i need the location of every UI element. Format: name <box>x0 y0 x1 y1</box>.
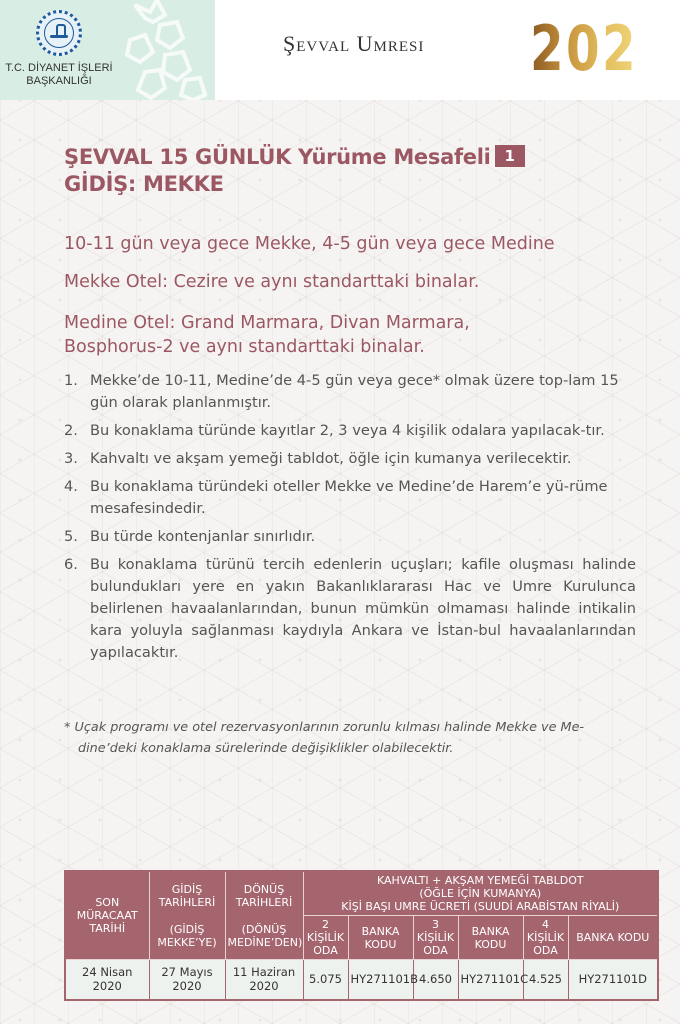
note-text: Bu konaklama türünde kayıtlar 2, 3 veya 4 kişilik odalara yapılacak-tır. <box>90 422 605 439</box>
note-number: 1. <box>64 372 78 389</box>
notes-list <box>64 370 636 670</box>
mekke-hotel-text: Mekke Otel: Cezire ve aynı standarttaki binalar. <box>64 272 480 292</box>
group-header-line1: KAHVALTI + AKŞAM YEMEĞİ TABLDOT <box>376 874 584 887</box>
col-header-gidis-sub: (GİDİŞ MEKKE’YE) <box>157 922 217 949</box>
note-text: Kahvaltı ve akşam yemeği tabldot, öğle için kumanya verilecektir. <box>90 450 572 467</box>
package-title-line1: ŞEVVAL 15 GÜNLÜK Yürüme Mesafeli <box>64 145 491 169</box>
col-header-son-muracaat: SON MÜRACAAT TARİHİ <box>65 871 149 960</box>
note-number: 5. <box>64 528 78 545</box>
package-title-line2: GİDİŞ: MEKKE <box>64 172 224 196</box>
col-header-donus-sub: (DÖNÜŞ MEDİNE’DEN) <box>227 922 303 949</box>
note-item <box>64 448 636 470</box>
note-item <box>64 476 636 520</box>
col-header-3-kisilik: 3 KİŞİLİK ODA <box>413 916 458 960</box>
package-title <box>64 144 624 198</box>
price-table <box>64 870 659 1001</box>
note-number: 6. <box>64 556 78 573</box>
table-row <box>65 960 658 1000</box>
org-name-line1: T.C. DİYANET İŞLERİ <box>5 62 113 74</box>
cell-donus: 11 Haziran 2020 <box>225 960 303 1000</box>
note-number: 3. <box>64 450 78 467</box>
footnote <box>64 717 640 759</box>
footnote-line1: * Uçak programı ve otel rezervasyonlarının zorunlu kılması halinde Mekke ve Me- <box>64 720 585 735</box>
medine-hotel-line2: Bosphorus-2 ve aynı standarttaki binalar. <box>64 337 425 357</box>
col-header-2-kisilik: 2 KİŞİLİK ODA <box>303 916 348 960</box>
col-header-banka-kodu: BANKA KODU <box>458 916 523 960</box>
col-header-donus-title: DÖNÜŞ TARİHLERİ <box>235 882 293 909</box>
note-item <box>64 526 636 548</box>
group-header-line3: KİŞİ BAŞI UMRE ÜCRETİ (SUUDİ ARABİSTAN RİYALİ) <box>341 900 620 913</box>
note-number: 4. <box>64 478 78 495</box>
medine-hotel-line1: Medine Otel: Grand Marmara, Divan Marmara, <box>64 313 470 333</box>
footnote-line2: dine’deki konaklama sürelerinde değişiklikler olabilecektir. <box>78 741 454 756</box>
cell-gidis: 27 Mayıs 2020 <box>149 960 225 1000</box>
year-label: 2020 <box>530 12 674 85</box>
duration-text: 10-11 gün veya gece Mekke, 4-5 gün veya gece Medine <box>64 234 555 254</box>
col-header-gidis <box>149 871 225 960</box>
col-header-donus <box>225 871 303 960</box>
note-text: Mekke’de 10-11, Medine’de 4-5 gün veya gece* olmak üzere top-lam 15 gün olarak planlanmıştır. <box>90 372 619 411</box>
cell-code-3: HY271101C <box>458 960 523 1000</box>
cell-price-2: 5.075 <box>303 960 348 1000</box>
note-item <box>64 420 636 442</box>
note-text: Bu konaklama türünü tercih edenlerin uçuşları; kafile oluşması halinde bulundukları yere en yakın Bakanlıklararası Hac ve Umre Kurulunca belirlenen havaalanlarından, bunun mümkün olmaması halinde intikalin kara yoluyla sağlanması kaydıyla Ankara ve İstan-bul havaalanlarından yapılacaktır. <box>90 556 636 661</box>
note-text: Bu türde kontenjanlar sınırlıdır. <box>90 528 316 545</box>
header <box>0 0 680 100</box>
org-name-line2: BAŞKANLIĞI <box>26 75 92 87</box>
cell-code-2: HY271101B <box>348 960 413 1000</box>
cell-price-4: 4.525 <box>523 960 568 1000</box>
diyanet-logo-icon <box>36 10 82 56</box>
col-group-header-price <box>303 871 658 916</box>
cell-son-muracaat: 24 Nisan 2020 <box>65 960 149 1000</box>
col-header-gidis-title: GİDİŞ TARİHLERİ <box>158 882 216 909</box>
package-number-badge: 1 <box>495 145 525 167</box>
col-header-banka-kodu: BANKA KODU <box>568 916 658 960</box>
geometric-pattern-decoration <box>105 0 215 100</box>
note-item <box>64 370 636 414</box>
group-header-line2: (ÖĞLE İÇİN KUMANYA) <box>419 887 542 900</box>
cell-code-4: HY271101D <box>568 960 658 1000</box>
org-name <box>0 62 118 88</box>
col-header-4-kisilik: 4 KİŞİLİK ODA <box>523 916 568 960</box>
note-number: 2. <box>64 422 78 439</box>
note-text: Bu konaklama türündeki oteller Mekke ve Medine’de Harem’e yü-rüme mesafesindedir. <box>90 478 608 517</box>
note-item <box>64 554 636 664</box>
cell-price-3: 4.650 <box>413 960 458 1000</box>
medine-hotel-text <box>64 311 654 359</box>
col-header-banka-kodu: BANKA KODU <box>348 916 413 960</box>
page-title: Şevval Umresi <box>283 31 425 56</box>
